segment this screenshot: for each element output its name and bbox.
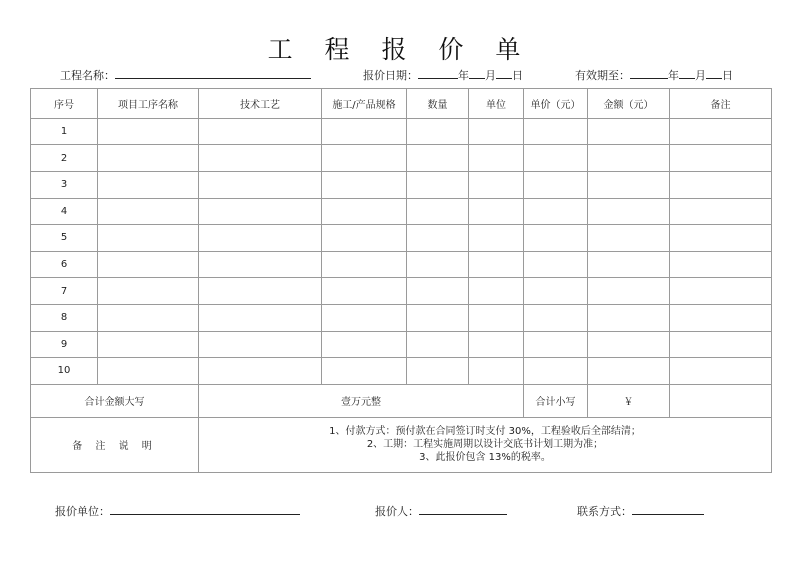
- col-header-amount: 金额（元）: [588, 89, 670, 119]
- table-row: [31, 171, 772, 198]
- project-name-field[interactable]: [60, 67, 311, 83]
- cell-note[interactable]: [670, 358, 772, 385]
- table-row: [31, 278, 772, 305]
- cell-technique[interactable]: [199, 171, 322, 198]
- col-header-unit-price: 单价（元）: [524, 89, 588, 119]
- cell-quantity[interactable]: [407, 145, 469, 172]
- cell-quantity[interactable]: [407, 278, 469, 305]
- project-name-label: 工程名称：: [60, 69, 115, 82]
- valid-until-label: 有效期至：: [575, 69, 630, 82]
- cell-note[interactable]: [670, 251, 772, 278]
- quote-day-line[interactable]: [496, 67, 512, 79]
- quoter-label: 报价人：: [375, 505, 419, 518]
- cell-amount[interactable]: [588, 278, 670, 305]
- cell-quantity[interactable]: [407, 251, 469, 278]
- row-index: 3: [31, 171, 98, 198]
- row-index: 1: [31, 118, 98, 145]
- quoter-unit-line[interactable]: [110, 503, 300, 515]
- cell-quantity[interactable]: [407, 304, 469, 331]
- cell-quantity[interactable]: [407, 171, 469, 198]
- valid-month-line[interactable]: [679, 67, 695, 79]
- cell-unit[interactable]: [469, 171, 524, 198]
- contact-line[interactable]: [632, 503, 704, 515]
- cell-technique[interactable]: [199, 145, 322, 172]
- cell-unit[interactable]: [469, 278, 524, 305]
- cell-item-name[interactable]: [98, 331, 199, 358]
- row-index: 6: [31, 251, 98, 278]
- cell-amount[interactable]: [588, 171, 670, 198]
- cell-spec[interactable]: [322, 145, 407, 172]
- remarks-row: [31, 417, 772, 472]
- quote-day-label: 日: [512, 69, 523, 82]
- remark-line: 3、此报价包含 13%的税率。: [419, 452, 551, 464]
- cell-note[interactable]: [670, 225, 772, 252]
- cell-unit-price[interactable]: [524, 118, 588, 145]
- row-index: 5: [31, 225, 98, 252]
- document-title: 工 程 报 价 单: [267, 35, 533, 64]
- cell-amount[interactable]: [588, 251, 670, 278]
- quote-table: [30, 88, 772, 473]
- col-header-unit: 单位: [469, 89, 524, 119]
- row-index: 2: [31, 145, 98, 172]
- cell-note[interactable]: [670, 304, 772, 331]
- cell-item-name[interactable]: [98, 304, 199, 331]
- cell-amount[interactable]: [588, 358, 670, 385]
- cell-spec[interactable]: [322, 251, 407, 278]
- cell-unit-price[interactable]: [524, 304, 588, 331]
- col-header-note: 备注: [670, 89, 772, 119]
- row-index: 7: [31, 278, 98, 305]
- quote-month-label: 月: [485, 69, 496, 82]
- quote-year-label: 年: [458, 69, 469, 82]
- quoter-unit-label: 报价单位：: [55, 505, 110, 518]
- table-row: [31, 118, 772, 145]
- cell-note[interactable]: [670, 278, 772, 305]
- total-note-cell[interactable]: [670, 384, 772, 417]
- row-index: 10: [31, 358, 98, 385]
- cell-amount[interactable]: [588, 198, 670, 225]
- cell-technique[interactable]: [199, 331, 322, 358]
- table-row: [31, 251, 772, 278]
- quoter-line[interactable]: [419, 503, 507, 515]
- table-row: [31, 198, 772, 225]
- cell-unit[interactable]: [469, 198, 524, 225]
- cell-technique[interactable]: [199, 118, 322, 145]
- cell-quantity[interactable]: [407, 225, 469, 252]
- table-header-row: [31, 89, 772, 119]
- row-index: 4: [31, 198, 98, 225]
- cell-spec[interactable]: [322, 225, 407, 252]
- total-row: [31, 384, 772, 417]
- valid-year-line[interactable]: [630, 67, 668, 79]
- cell-item-name[interactable]: [98, 145, 199, 172]
- quoter-unit-field[interactable]: [55, 503, 300, 519]
- cell-quantity[interactable]: [407, 331, 469, 358]
- cell-unit-price[interactable]: [524, 331, 588, 358]
- cell-technique[interactable]: [199, 358, 322, 385]
- cell-unit-price[interactable]: [524, 278, 588, 305]
- table-row: [31, 331, 772, 358]
- cell-spec[interactable]: [322, 118, 407, 145]
- total-lower-label: 合计小写: [524, 384, 588, 417]
- remark-line: 2、工期：工程实施周期以设计交底书计划工期为准；: [366, 439, 604, 451]
- cell-spec[interactable]: [322, 331, 407, 358]
- col-header-spec: 施工/产品规格: [322, 89, 407, 119]
- remarks-content: [199, 417, 772, 472]
- cell-unit-price[interactable]: [524, 251, 588, 278]
- table-row: [31, 225, 772, 252]
- cell-unit[interactable]: [469, 331, 524, 358]
- remark-line: 1、付款方式：预付款在合同签订时支付 30%，工程验收后全部结清；: [329, 426, 641, 438]
- cell-amount[interactable]: [588, 118, 670, 145]
- cell-note[interactable]: [670, 331, 772, 358]
- cell-unit-price[interactable]: [524, 171, 588, 198]
- cell-quantity[interactable]: [407, 118, 469, 145]
- cell-unit[interactable]: [469, 251, 524, 278]
- cell-quantity[interactable]: [407, 358, 469, 385]
- cell-item-name[interactable]: [98, 225, 199, 252]
- valid-day-line[interactable]: [706, 67, 722, 79]
- cell-technique[interactable]: [199, 225, 322, 252]
- row-index: 8: [31, 304, 98, 331]
- quote-date-field[interactable]: [363, 67, 523, 83]
- total-lower-value[interactable]: ￥: [588, 384, 670, 417]
- col-header-index: 序号: [31, 89, 98, 119]
- cell-amount[interactable]: [588, 225, 670, 252]
- cell-spec[interactable]: [322, 278, 407, 305]
- cell-technique[interactable]: [199, 198, 322, 225]
- table-row: [31, 304, 772, 331]
- cell-amount[interactable]: [588, 304, 670, 331]
- cell-unit-price[interactable]: [524, 225, 588, 252]
- contact-field[interactable]: [577, 503, 704, 519]
- project-name-line[interactable]: [115, 67, 311, 79]
- valid-year-label: 年: [668, 69, 679, 82]
- row-index: 9: [31, 331, 98, 358]
- cell-unit[interactable]: [469, 118, 524, 145]
- cell-item-name[interactable]: [98, 118, 199, 145]
- cell-unit[interactable]: [469, 304, 524, 331]
- cell-spec[interactable]: [322, 358, 407, 385]
- quote-year-line[interactable]: [418, 67, 458, 79]
- table-row: [31, 358, 772, 385]
- cell-unit-price[interactable]: [524, 358, 588, 385]
- cell-amount[interactable]: [588, 145, 670, 172]
- quoter-field[interactable]: [375, 503, 507, 519]
- cell-item-name[interactable]: [98, 358, 199, 385]
- valid-until-field[interactable]: [575, 67, 733, 83]
- cell-unit[interactable]: [469, 145, 524, 172]
- cell-technique[interactable]: [199, 251, 322, 278]
- cell-unit[interactable]: [469, 358, 524, 385]
- quote-month-line[interactable]: [469, 67, 485, 79]
- remarks-label: 备 注 说 明: [31, 417, 199, 472]
- cell-item-name[interactable]: [98, 278, 199, 305]
- cell-spec[interactable]: [322, 198, 407, 225]
- total-upper-label: 合计金额大写: [31, 384, 199, 417]
- valid-day-label: 日: [722, 69, 733, 82]
- cell-item-name[interactable]: [98, 198, 199, 225]
- cell-note[interactable]: [670, 171, 772, 198]
- col-header-quantity: 数量: [407, 89, 469, 119]
- cell-technique[interactable]: [199, 304, 322, 331]
- cell-technique[interactable]: [199, 278, 322, 305]
- cell-spec[interactable]: [322, 304, 407, 331]
- quote-date-label: 报价日期：: [363, 69, 418, 82]
- cell-amount[interactable]: [588, 331, 670, 358]
- contact-label: 联系方式：: [577, 505, 632, 518]
- col-header-technique: 技术工艺: [199, 89, 322, 119]
- cell-quantity[interactable]: [407, 198, 469, 225]
- cell-note[interactable]: [670, 198, 772, 225]
- cell-unit-price[interactable]: [524, 145, 588, 172]
- cell-spec[interactable]: [322, 171, 407, 198]
- col-header-item-name: 项目工序名称: [98, 89, 199, 119]
- cell-unit-price[interactable]: [524, 198, 588, 225]
- table-row: [31, 145, 772, 172]
- total-upper-value[interactable]: 壹万元整: [199, 384, 524, 417]
- cell-item-name[interactable]: [98, 251, 199, 278]
- cell-item-name[interactable]: [98, 171, 199, 198]
- cell-unit[interactable]: [469, 225, 524, 252]
- cell-note[interactable]: [670, 118, 772, 145]
- cell-note[interactable]: [670, 145, 772, 172]
- valid-month-label: 月: [695, 69, 706, 82]
